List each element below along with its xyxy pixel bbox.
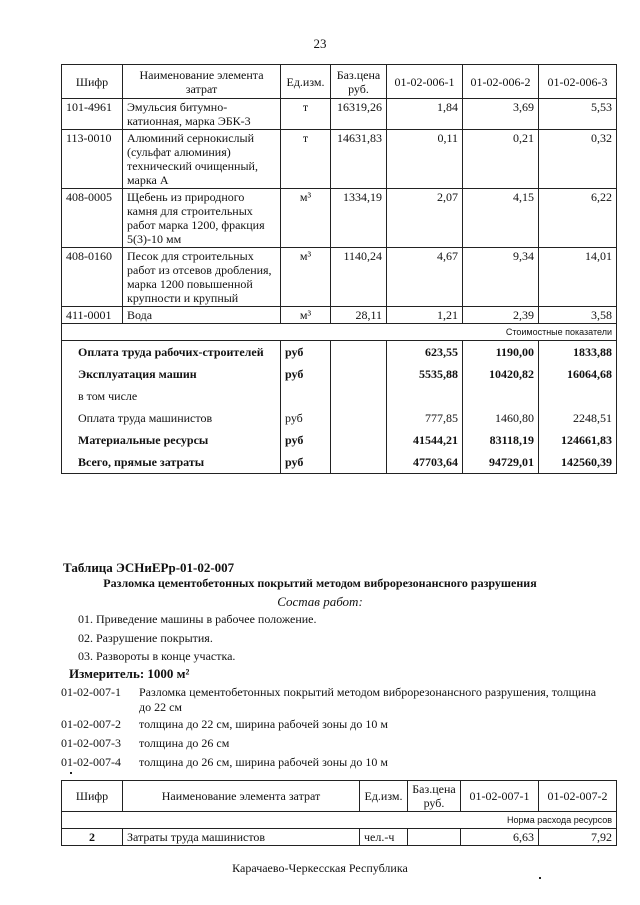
cell-price: 1334,19 [331, 189, 387, 248]
summary-price [331, 385, 387, 407]
table-title: Таблица ЭСНиЕРр-01-02-007 [63, 560, 235, 575]
summary-label: Всего, прямые затраты [62, 451, 281, 474]
cell-price: 16319,26 [331, 99, 387, 130]
caption-row [62, 812, 617, 829]
meter-label: Измеритель: 1000 м² [69, 666, 190, 681]
summary-unit: руб [281, 341, 331, 364]
cell-code: 408-0160 [62, 248, 123, 307]
cell-price: 1140,24 [331, 248, 387, 307]
cell-value: 2,07 [387, 189, 463, 248]
header-name: Наименование элемента затрат [123, 65, 281, 99]
summary-unit: руб [281, 363, 331, 385]
header-col2: 01-02-007-2 [539, 781, 617, 812]
cell-code: 113-0010 [62, 130, 123, 189]
cell-code: 408-0005 [62, 189, 123, 248]
summary-label: Эксплуатация машин [62, 363, 281, 385]
summary-value [539, 385, 617, 407]
summary-value: 5535,88 [387, 363, 463, 385]
cell-value: 3,58 [539, 307, 617, 324]
table-row [62, 829, 617, 846]
summary-price [331, 451, 387, 474]
cell-name: Эмульсия битумно-катионная, марка ЭБК-3 [123, 99, 281, 130]
table-subtitle: Разломка цементобетонных покрытий методом виброрезонансного разрушения [103, 576, 537, 590]
table-row [62, 307, 617, 324]
summary-value: 94729,01 [463, 451, 539, 474]
summary-row [62, 341, 617, 364]
code-entry-desc: толщина до 26 см, ширина рабочей зоны до 10 м [139, 755, 388, 769]
cell-unit: м³ [281, 189, 331, 248]
cell-value: 6,63 [461, 829, 539, 846]
header-col2: 01-02-006-2 [463, 65, 539, 99]
summary-value: 47703,64 [387, 451, 463, 474]
cell-value: 0,21 [463, 130, 539, 189]
cell-code: 2 [62, 829, 123, 846]
cell-value: 6,22 [539, 189, 617, 248]
summary-label: Материальные ресурсы [62, 429, 281, 451]
header-col1: 01-02-006-1 [387, 65, 463, 99]
cell-name: Алюминий сернокислый (сульфат алюминия) технический очищенный, марка А [123, 130, 281, 189]
summary-value: 124661,83 [539, 429, 617, 451]
cell-value: 9,34 [463, 248, 539, 307]
summary-price [331, 363, 387, 385]
work-item: 01. Приведение машины в рабочее положение. [78, 612, 317, 626]
summary-value: 142560,39 [539, 451, 617, 474]
summary-unit: руб [281, 451, 331, 474]
composition-label: Состав работ: [277, 594, 363, 609]
header-price: Баз.цена руб. [331, 65, 387, 99]
work-item: 03. Развороты в конце участка. [78, 649, 236, 663]
cell-unit: м³ [281, 248, 331, 307]
cost-caption: Стоимостные показатели [62, 324, 617, 341]
cell-name: Вода [123, 307, 281, 324]
summary-price [331, 429, 387, 451]
table-header-row [62, 65, 617, 99]
cell-unit: чел.-ч [360, 829, 408, 846]
code-entry-desc: толщина до 22 см, ширина рабочей зоны до 10 м [139, 717, 388, 731]
summary-unit [281, 385, 331, 407]
header-unit: Ед.изм. [360, 781, 408, 812]
cell-price [408, 829, 461, 846]
cell-price: 28,11 [331, 307, 387, 324]
cell-value: 0,32 [539, 130, 617, 189]
header-price: Баз.цена руб. [408, 781, 461, 812]
summary-value: 1833,88 [539, 341, 617, 364]
table-row [62, 99, 617, 130]
work-item: 02. Разрушение покрытия. [78, 631, 213, 645]
cell-value: 14,01 [539, 248, 617, 307]
summary-price [331, 341, 387, 364]
cell-value: 5,53 [539, 99, 617, 130]
code-entry [61, 685, 599, 715]
summary-value: 83118,19 [463, 429, 539, 451]
norm-caption: Норма расхода ресурсов [62, 812, 617, 829]
cell-unit: м³ [281, 307, 331, 324]
table-header-row [62, 781, 617, 812]
summary-label: в том числе [62, 385, 281, 407]
summary-label: Оплата труда рабочих-строителей [62, 341, 281, 364]
code-entry [61, 736, 599, 751]
code-entry-code: 01-02-007-2 [61, 717, 121, 731]
cell-code: 101-4961 [62, 99, 123, 130]
resource-table-007 [61, 780, 617, 846]
summary-row [62, 407, 617, 429]
summary-unit: руб [281, 407, 331, 429]
cell-unit: т [281, 99, 331, 130]
stray-dot [70, 772, 72, 774]
cell-value: 4,15 [463, 189, 539, 248]
cell-value: 3,69 [463, 99, 539, 130]
header-name: Наименование элемента затрат [123, 781, 360, 812]
summary-value: 16064,68 [539, 363, 617, 385]
summary-value: 623,55 [387, 341, 463, 364]
table-row [62, 130, 617, 189]
code-entry [61, 755, 599, 770]
code-entry [61, 717, 599, 732]
cell-value: 4,67 [387, 248, 463, 307]
code-entry-desc: толщина до 26 см [139, 736, 230, 750]
summary-value: 1190,00 [463, 341, 539, 364]
cell-value: 7,92 [539, 829, 617, 846]
summary-value: 41544,21 [387, 429, 463, 451]
header-col3: 01-02-006-3 [539, 65, 617, 99]
cell-price: 14631,83 [331, 130, 387, 189]
code-entry-code: 01-02-007-3 [61, 736, 121, 750]
caption-row [62, 324, 617, 341]
summary-row [62, 385, 617, 407]
summary-value [387, 385, 463, 407]
header-code: Шифр [62, 781, 123, 812]
cell-name: Песок для строительных работ из отсевов дробления, марка 1200 повышенной крупности и крупный [123, 248, 281, 307]
cell-unit: т [281, 130, 331, 189]
header-unit: Ед.изм. [281, 65, 331, 99]
summary-price [331, 407, 387, 429]
cell-value: 0,11 [387, 130, 463, 189]
cell-code: 411-0001 [62, 307, 123, 324]
table-row [62, 248, 617, 307]
summary-label: Оплата труда машинистов [62, 407, 281, 429]
code-entry-code: 01-02-007-1 [61, 685, 121, 699]
summary-row [62, 451, 617, 474]
cell-value: 2,39 [463, 307, 539, 324]
summary-value [463, 385, 539, 407]
summary-value: 1460,80 [463, 407, 539, 429]
resource-table-006 [61, 64, 617, 474]
header-col1: 01-02-007-1 [461, 781, 539, 812]
summary-value: 10420,82 [463, 363, 539, 385]
stray-dot [539, 877, 541, 879]
cell-value: 1,84 [387, 99, 463, 130]
summary-value: 777,85 [387, 407, 463, 429]
summary-row [62, 429, 617, 451]
summary-row [62, 363, 617, 385]
cell-name: Затраты труда машинистов [123, 829, 360, 846]
page-number: 23 [313, 36, 327, 51]
table-row [62, 189, 617, 248]
cell-value: 1,21 [387, 307, 463, 324]
summary-unit: руб [281, 429, 331, 451]
code-entry-desc: Разломка цементобетонных покрытий методом виброрезонансного разрушения, толщина до 22 см [139, 685, 597, 714]
page-footer: Карачаево-Черкесская Республика [232, 861, 408, 875]
code-entry-code: 01-02-007-4 [61, 755, 121, 769]
header-code: Шифр [62, 65, 123, 99]
summary-value: 2248,51 [539, 407, 617, 429]
cell-name: Щебень из природного камня для строительных работ марка 1200, фракция 5(3)-10 мм [123, 189, 281, 248]
